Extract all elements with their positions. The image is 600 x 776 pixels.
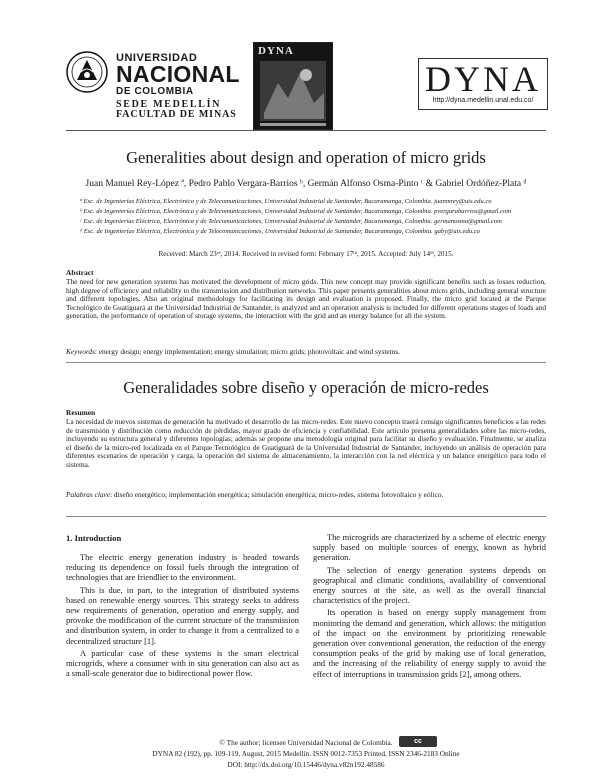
body-paragraph: A particular case of these systems is the smart electrical microgrids, where a consumer with in situ generation can also act as a small-scale generator due to bidirectional power flow. (66, 648, 299, 679)
author-list: Juan Manuel Rey-López ª, Pedro Pablo Vergara-Barrios ᵇ, Germán Alfonso Osma-Pinto ᶜ & Gabriel Ordóñez-Plata ᵈ (85, 179, 527, 189)
university-name-line3: DE COLOMBIA (116, 86, 194, 97)
university-name-line2: NACIONAL (116, 61, 240, 87)
resumen-heading: Resumen (66, 408, 96, 417)
university-name-line1: UNIVERSIDAD (116, 52, 198, 64)
abstract-keywords (66, 347, 546, 356)
resumen-text: La necesidad de nuevos sistemas de generación ha motivado el desarrollo de las micro-redes. Este nuevo concepto traerá consigo significantes beneficios a las redes de transmisión y distribución como reducción de pérdidas, mayor grado de eficiencia y confiabilidad. Este artículo presenta generalidades sobre las micro-redes, incluyendo su estructura general y diferentes topologías; además se propone una metodología original para facilitar su diseño y evaluación. Finalmente, se analiza el diseño de la micro-red localizada en el Parque Tecnológico de Guatiguará de la Universidad Industrial de Santander, incluyendo un análisis de operación para diferentes escenarios de operación y carga, la operación del sistema de almacenamiento, la interacción con la red eléctrica y un balance energético para todo el sistema. (66, 417, 546, 469)
cover-title: DYNA (258, 45, 294, 57)
body-paragraph: This is due, in part, to the integration of distributed systems based on renewable energy sources. This strategy seeks to address new requirements of generation, operation and energy supply, and provoke the modification of the current structure of the transmission and distribution system, in order to change it from a centralized to a decentralized structure [1]. (66, 585, 299, 646)
keywords-label: Keywords (66, 347, 95, 356)
received-dates: Received: March 23ʳᵈ, 2014. Received in revised form: February 17ᵗʰ, 2015. Accepted: July 14ᵗʰ, 2015. (158, 250, 454, 258)
journal-cover-image (253, 42, 333, 130)
faculty-name: FACULTAD DE MINAS (116, 109, 237, 120)
cover-artwork (254, 43, 332, 129)
affiliation-b: ᵇ Esc. de Ingenierías Eléctrica, Electrónica y de Telecomunicaciones, Universidad Industrial de Santander, Bucaramanga, Colombia. pvergarabarrios@gmail.com (80, 208, 512, 215)
affiliation-c: ᶜ Esc. de Ingenierías Eléctrica, Electrónica y de Telecomunicaciones, Universidad Industrial de Santander, Bucaramanga, Colombia. germanosma@gmail.com (80, 218, 502, 225)
affiliation-d: ᵈ Esc. de Ingenierías Eléctrica, Electrónica y de Telecomunicaciones, Universidad Industrial de Santander, Bucaramanga, Colombia. gaby@uis.edu.co (80, 228, 480, 235)
body-paragraph: The microgrids are characterized by a scheme of electric energy supply based on multiple sources of energy, known as hybrid generation. (313, 533, 546, 563)
right-column (313, 533, 546, 680)
palabras-clave-label: Palabras clave (66, 490, 110, 499)
resumen-keywords (66, 490, 546, 499)
abstract-separator (66, 362, 546, 363)
body-paragraph: The electric energy generation industry is headed towards reducing its dependence on fossil fuels through the integration of technologies that are friendlier to the environment. (66, 553, 299, 583)
affiliation-a: ª Esc. de Ingenierías Eléctrica, Electrónica y de Telecomunicaciones, Universidad Industrial de Santander, Bucaramanga, Colombia. juanmrey@uis.edu.co (80, 198, 492, 205)
left-column (66, 553, 299, 679)
keywords-text: : energy design; energy implementation; energy simulation; micro grids; photovoltaic and wind systems. (94, 347, 400, 356)
university-seal-logo (66, 50, 108, 94)
creative-commons-icon[interactable]: cc (399, 736, 437, 747)
body-paragraph: The selection of energy generation systems depends on geographical and climatic conditions, availability of conventional energy sources at the site, as well as the overall financial characteristics of the project. (313, 565, 546, 606)
abstract-heading: Abstract (66, 268, 94, 277)
license-line: © The author; licensee Universidad Nacional de Colombia. (219, 738, 393, 747)
citation-line: DYNA 82 (192), pp. 109-119. August, 2015 Medellín. ISSN 0012-7353 Printed, ISSN 2346-2183 Online (152, 749, 460, 758)
journal-name: DYNA (425, 59, 541, 99)
resumen-separator (66, 516, 546, 517)
body-paragraph: Its operation is based on energy supply management from monitoring the demand and generation, which allows: the mitigation of the impact on the environment by prioritizing renewable generation over conventional generation, the reduction of the energy consumption peaks of the grid by making use of local generation, and the increasing of the reliability of energy supply to avoid the effect of interruptions in transmission grids [2], among others. (313, 608, 546, 679)
journal-logo-box (418, 58, 548, 110)
paper-title: Generalities about design and operation of micro grids (126, 148, 486, 167)
abstract-text: The need for new generation systems has motivated the development of micro grids. This new concept may provide significant benefits such as losses reduction, high degree of efficiency and reliability to the transmission and distribution networks. This paper presents generalities about micro grids, including general structure and different topologies. Also an original methodology for facilitating its design and evaluation is proposed. Finally, the micro grid located at the Parque Tecnológico de Guatiguará at the Universidad Industrial de Santander, is analyzed and an operation analysis is included for different operations stages of loads and generation, the performance of operation of storage systems, the interaction with the grid and an energy balance for all the system. (66, 277, 546, 321)
section-heading-introduction: 1. Introduction (66, 533, 122, 543)
campus-name: SEDE MEDELLÍN (116, 99, 222, 110)
header-rule (66, 130, 546, 131)
palabras-clave-text: : diseño energético; implementación energética; simulación energética; micro-redes, sistema fotovoltaico y eólico. (109, 490, 444, 499)
doi-link[interactable]: DOI: http://dx.doi.org/10.15446/dyna.v82n192.48586 (227, 760, 385, 769)
journal-url[interactable]: http://dyna.medellin.unal.edu.co/ (432, 97, 534, 104)
paper-title-spanish: Generalidades sobre diseño y operación de micro-redes (123, 378, 489, 397)
